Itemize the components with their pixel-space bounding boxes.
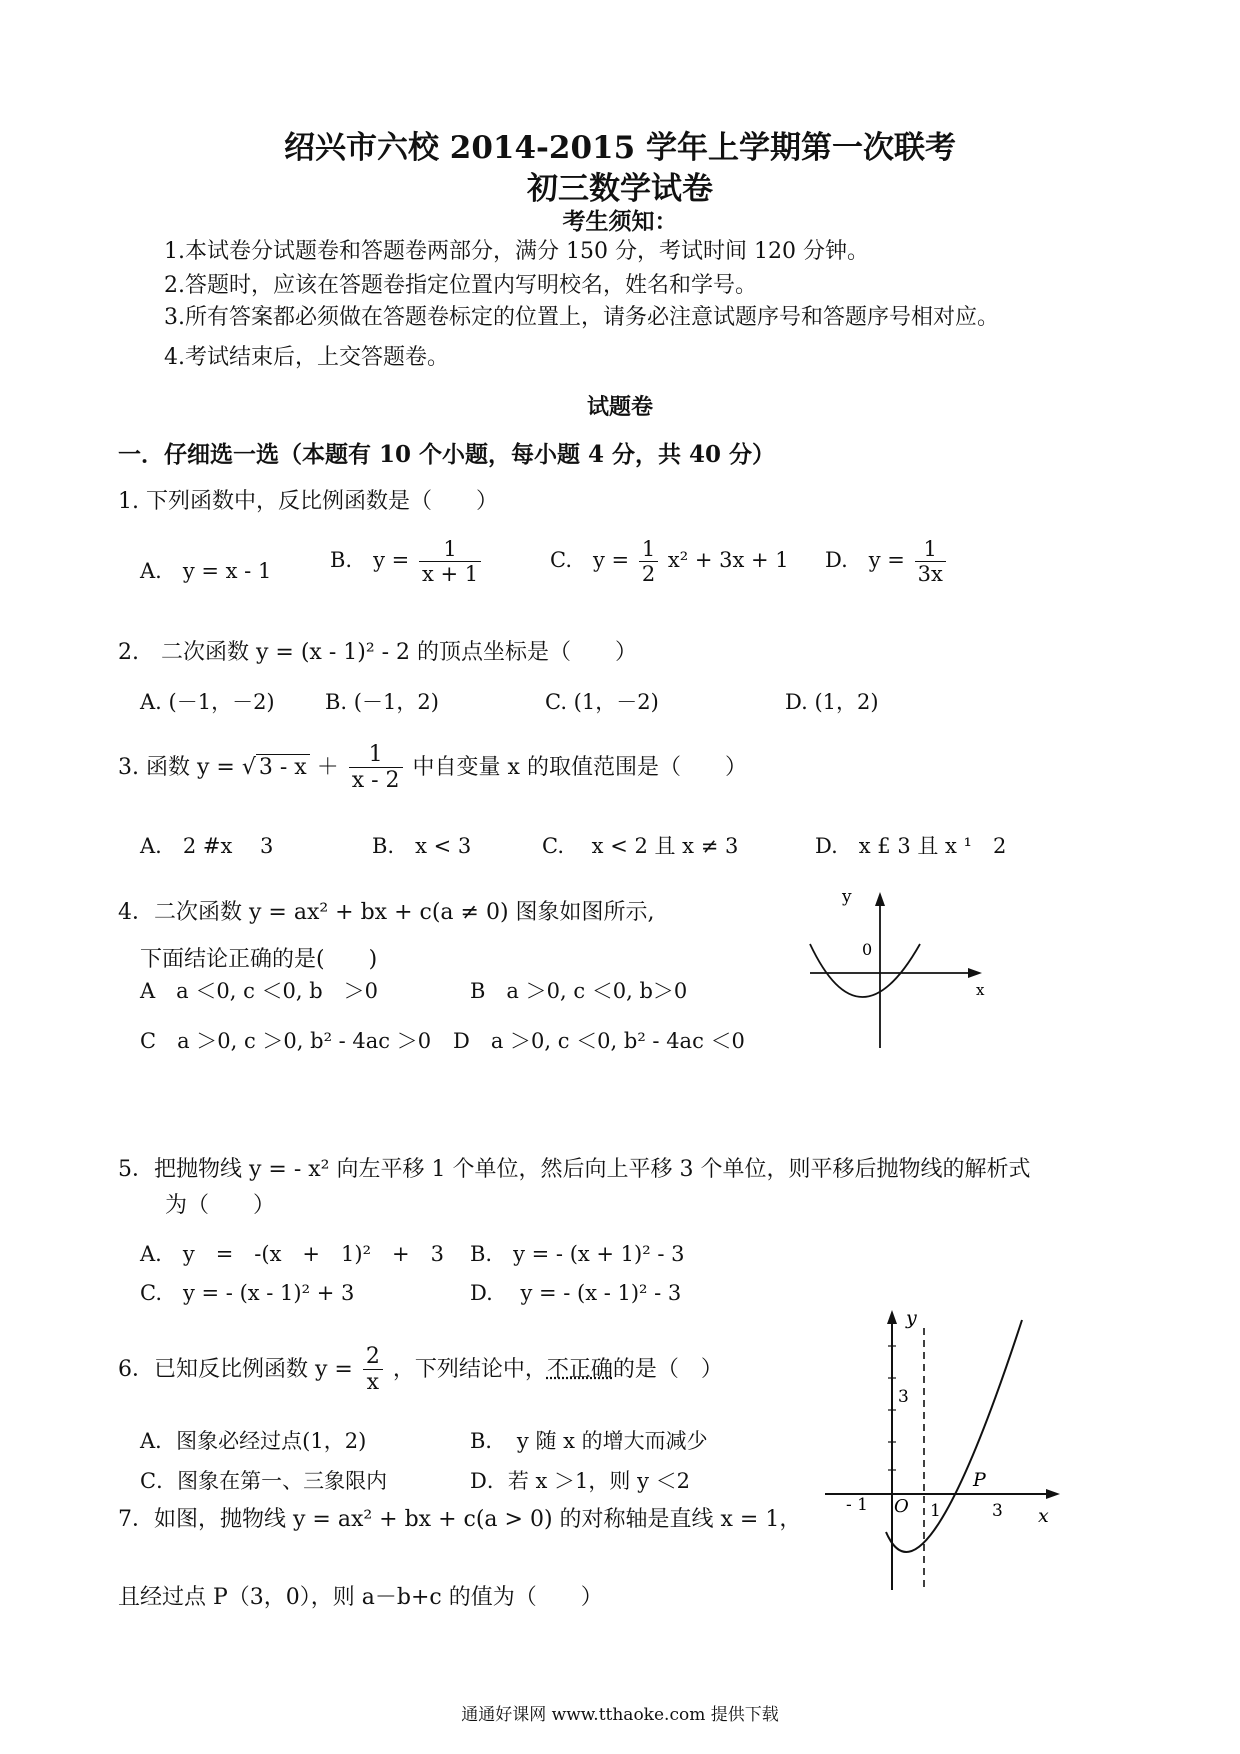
q1-option-d <box>825 537 949 586</box>
q2-option-d: D. (1，2) <box>785 690 879 714</box>
q4-y-label: y <box>842 887 852 907</box>
q5-stem-2: 为（ ） <box>165 1193 276 1218</box>
q4-option-c: C a ＞0, c ＞0, b² - 4ac ＞0 <box>140 1029 432 1053</box>
q6-stem-suffix: ，下列结论中， <box>392 1356 547 1382</box>
q3-fraction <box>349 742 403 794</box>
footer-credit: 通通好课网 www.tthaoke.com 提供下载 <box>461 1705 779 1725</box>
q7-stem-2: 且经过点 P（3，0），则 a－b+c 的值为（ ） <box>118 1585 603 1610</box>
q1-option-a: A. y = x - 1 <box>140 559 272 583</box>
q7-label-1: 1 <box>930 1501 941 1521</box>
q1-option-b-fraction <box>419 537 481 586</box>
q4-stem-2: 下面结论正确的是( ) <box>140 947 378 972</box>
q4-x-label: x <box>976 981 985 999</box>
q5-option-c: C. y = - (x - 1)² + 3 <box>140 1281 355 1305</box>
q4-option-b: B a ＞0, c ＜0, b＞0 <box>470 979 688 1003</box>
q6-option-b: B． y 随 x 的增大而减少 <box>470 1429 708 1453</box>
q1-option-d-numerator: 1 <box>915 537 946 562</box>
q1-option-c-fraction <box>639 537 658 586</box>
q7-label-origin: O <box>894 1496 909 1517</box>
q2-option-b: B. (－1，2) <box>325 690 439 714</box>
notice-item-4: 4.考试结束后，上交答题卷。 <box>164 345 449 370</box>
q6-stem <box>118 1344 723 1396</box>
exam-subtitle: 初三数学试卷 <box>527 171 713 207</box>
notice-heading: 考生须知： <box>562 208 678 235</box>
q3-sqrt-body: 3 - x <box>256 754 310 780</box>
section-1-title: 一．仔细选一选（本题有 10 个小题，每小题 4 分，共 40 分） <box>118 441 776 468</box>
q1-option-b-numerator: 1 <box>419 537 481 562</box>
q3-stem-prefix: 3. 函数 y = <box>118 754 235 780</box>
q1-option-b-prefix: B. y = <box>330 548 410 573</box>
q3-stem-suffix: 中自变量 x 的取值范围是（ ） <box>412 754 747 780</box>
q7-label-neg1: - 1 <box>846 1495 868 1515</box>
q1-option-b <box>330 537 484 586</box>
q1-option-c-numerator: 1 <box>639 537 658 562</box>
q3-option-b: B. x < 3 <box>372 834 472 858</box>
q7-parabola-graph <box>820 1300 1070 1600</box>
q6-fraction <box>363 1344 383 1396</box>
q4-x-arrow <box>968 968 982 978</box>
q7-label-3-y: 3 <box>898 1387 909 1407</box>
q4-option-a: A a ＜0, c ＜0, b ＞0 <box>140 979 379 1003</box>
q7-x-arrow <box>1046 1489 1060 1499</box>
q3-stem <box>118 742 747 794</box>
q7-y-label: y <box>906 1307 917 1329</box>
q2-stem: 2. 二次函数 y = (x - 1)² - 2 的顶点坐标是（ ） <box>118 640 638 665</box>
q3-plus: ＋ <box>316 754 339 780</box>
q4-stem: 4．二次函数 y = ax² + bx + c(a ≠ 0) 图象如图所示, <box>118 900 655 925</box>
q5-option-d: D. y = - (x - 1)² - 3 <box>470 1281 682 1305</box>
q6-numerator: 2 <box>363 1344 383 1370</box>
q1-option-c-denominator: 2 <box>641 562 656 587</box>
q6-option-a: A．图象必经过点(1，2) <box>140 1429 367 1453</box>
q6-option-c: C．图象在第一、三象限内 <box>140 1469 388 1493</box>
q1-option-d-denominator: 3x <box>917 562 943 587</box>
q6-emphasis: 不正确 <box>546 1356 613 1382</box>
q5-option-b: B. y = - (x + 1)² - 3 <box>470 1242 685 1266</box>
q1-option-c-prefix: C. y = <box>550 548 630 573</box>
q1-option-c-suffix: x² + 3x + 1 <box>667 548 789 573</box>
q2-option-c: C. (1，－2) <box>545 690 659 714</box>
q6-stem-end: 的是（ ） <box>612 1356 723 1382</box>
q5-option-a: A. y = -(x + 1)² + 3 <box>140 1242 444 1266</box>
q3-numerator: 1 <box>349 742 403 768</box>
q3-option-c: C. x < 2 且 x ≠ 3 <box>542 834 739 858</box>
q4-y-arrow <box>875 892 885 906</box>
q4-origin-label: 0 <box>862 940 873 959</box>
q7-y-arrow <box>887 1310 897 1324</box>
notice-item-2: 2.答题时，应该在答题卷指定位置内写明校名，姓名和学号。 <box>164 273 757 298</box>
q7-stem: 7．如图，抛物线 y = ax² + bx + c(a > 0) 的对称轴是直线 x = 1， <box>118 1507 802 1532</box>
q1-stem: 1. 下列函数中，反比例函数是（ ） <box>118 489 498 514</box>
notice-item-3: 3.所有答案都必须做在答题卷标定的位置上，请务必注意试题序号和答题序号相对应。 <box>164 305 999 330</box>
q5-stem: 5．把抛物线 y = - x² 向左平移 1 个单位，然后向上平移 3 个单位，则平移后抛物线的解析式 <box>118 1157 1031 1182</box>
q2-option-a: A. (－1，－2) <box>140 690 275 714</box>
q6-denominator: x <box>366 1370 380 1396</box>
q6-stem-prefix: 6．已知反比例函数 y = <box>118 1356 353 1382</box>
q3-option-d: D. x £ 3 且 x ¹ 2 <box>815 834 1007 858</box>
q7-label-3-x: 3 <box>992 1501 1003 1521</box>
q7-label-p: P <box>973 1469 986 1491</box>
q6-option-d: D．若 x ＞1，则 y ＜2 <box>470 1469 690 1493</box>
q4-parabola-graph <box>800 880 1000 1050</box>
q1-option-d-prefix: D. y = <box>825 548 905 573</box>
notice-item-1: 1.本试卷分试题卷和答题卷两部分，满分 150 分，考试时间 120 分钟。 <box>164 239 869 264</box>
q4-option-d: D a ＞0, c ＜0, b² - 4ac ＜0 <box>453 1029 745 1053</box>
exam-title: 绍兴市六校 2014-2015 学年上学期第一次联考 <box>283 130 956 166</box>
q1-option-c <box>550 537 789 586</box>
q1-option-b-denominator: x + 1 <box>421 562 479 587</box>
q7-x-label: x <box>1038 1505 1049 1527</box>
q1-option-d-fraction <box>915 537 946 586</box>
q3-option-a: A. 2 #x 3 <box>140 834 274 858</box>
q3-denominator: x - 2 <box>351 768 400 794</box>
sqrt-symbol: √ <box>241 754 256 780</box>
sheet-title: 试题卷 <box>586 394 653 420</box>
